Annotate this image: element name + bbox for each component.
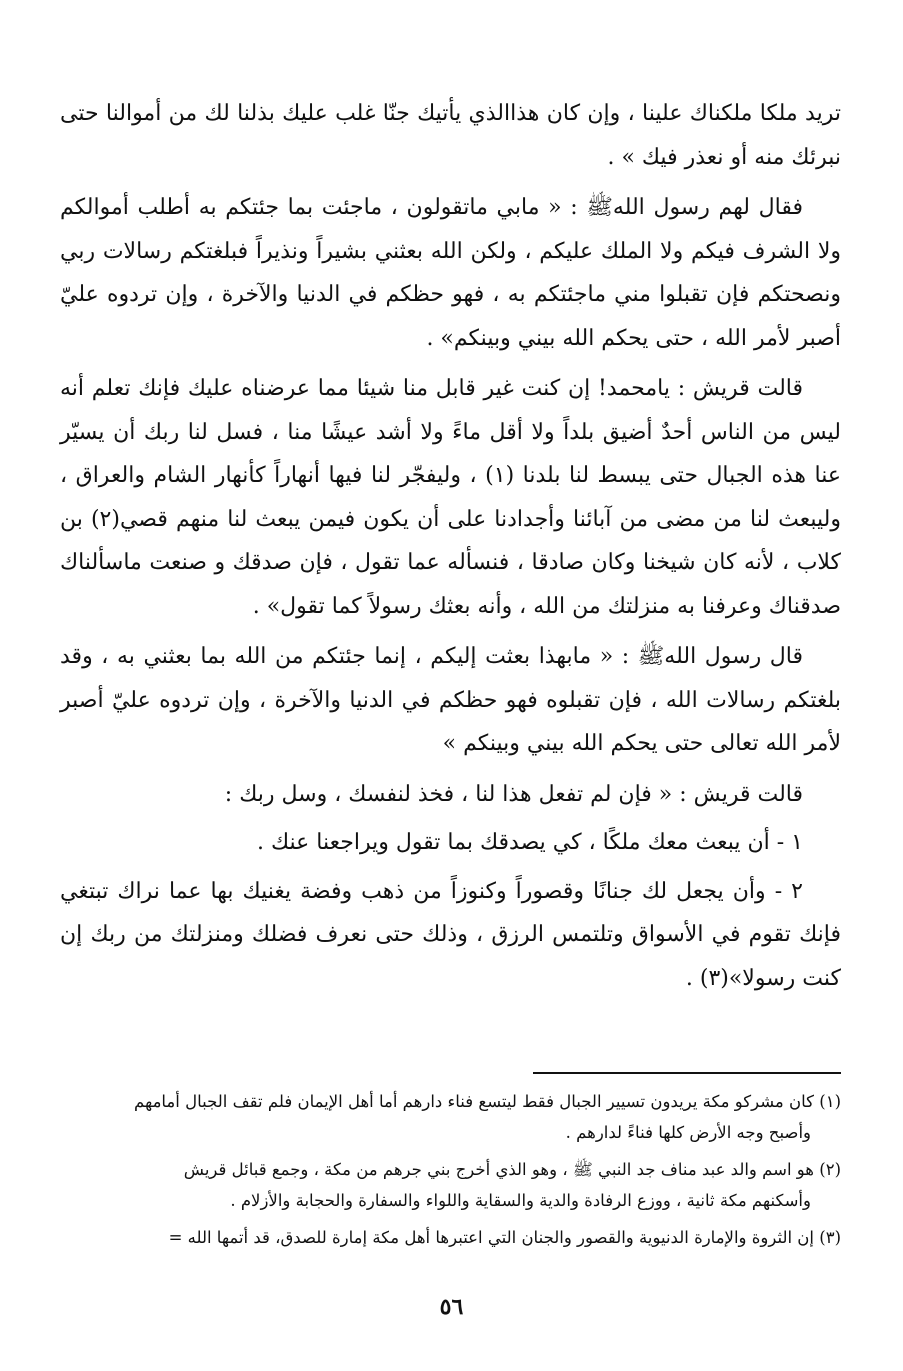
footnote <box>60 1222 841 1253</box>
footnote-continuation: وأصبح وجه الأرض كلها فناءً لدارهم . <box>565 1123 811 1142</box>
footnote <box>60 1086 841 1148</box>
footnote-text: (١) كان مشركو مكة يريدون تسيير الجبال فقط ليتسع فناء دارهم أما أهل الإيمان فلم تقف الجبال أمامهم <box>133 1092 841 1111</box>
paragraph: تريد ملكا ملكناك علينا ، وإن كان هذاالذي يأتيك جنّا غلب عليك بذلنا لك من أموالنا حتى نبرئك منه أو نعذر فيك » . <box>60 101 841 170</box>
footnote-text: (٣) إن الثروة والإمارة الدنيوية والقصور والجنان التي اعتبرها أهل مكة إمارة للصدق، قد أتمها الله = <box>168 1228 841 1247</box>
main-text <box>60 92 841 1007</box>
footnote <box>60 1154 841 1216</box>
paragraph: قال رسول اللهﷺ : « مابهذا بعثت إليكم ، إنما جئتكم من الله بما بعثني به ، وقد بلغتكم رسالات الله ، فإن تقبلوه فهو حظكم في الدنيا والآخرة ، وإن تردوه عليّ أصبر لأمر الله تعالى حتى يحكم الله بيني وبينكم » <box>60 644 841 756</box>
footnotes <box>60 1086 841 1259</box>
footnote-continuation: وأسكنهم مكة ثانية ، ووزع الرفادة والدية والسقاية واللواء والسفارة والحجابة والأزلام . <box>230 1191 811 1210</box>
paragraph: قالت قريش : « فإن لم تفعل هذا لنا ، فخذ لنفسك ، وسل ربك : <box>224 781 803 807</box>
page-number: ٥٦ <box>439 1294 464 1320</box>
footnote-text: (٢) هو اسم والد عبد مناف جد النبي ﷺ ، وهو الذي أخرج بني جرهم من مكة ، وجمع قبائل قريش <box>183 1160 841 1179</box>
list-item: ٢ - وأن يجعل لك جنانًا وقصوراً وكنوزاً من ذهب وفضة يغنيك بها عما نراك تبتغي فإنك تقوم في الأسواق وتلتمس الرزق ، وذلك حتى نعرف فضلك ومنزلتك من ربك إن كنت رسولا»(٣) . <box>60 878 841 991</box>
footnote-divider <box>533 1072 841 1074</box>
paragraph: فقال لهم رسول اللهﷺ : « مابي ماتقولون ، ماجئت بما جئتكم به أطلب أموالكم ولا الشرف فيكم ولا الملك عليكم ، ولكن الله بعثني بشيراً ونذيراً فبلغتكم رسالات ربي ونصحتكم فإن تقبلوا مني ماجئتكم به ، فهو حظكم في الدنيا والآخرة ، وإن تردوه عليّ أصبر لأمر الله ، حتى يحكم الله بيني وبينكم» . <box>60 195 841 351</box>
list-item: ١ - أن يبعث معك ملكًا ، كي يصدقك بما تقول ويراجعنا عنك . <box>257 830 803 855</box>
paragraph: قالت قريش : يامحمد! إن كنت غير قابل منا شيئا مما عرضناه عليك فإنك تعلم أنه ليس من الناس أحدٌ أضيق بلداً ولا أقل ماءً ولا أشد عيشًا منا ، فسل لنا ربك أن يسيّر عنا هذه الجبال حتى يبسط لنا بلدنا (١) ، وليفجّر لنا فيها أنهاراً كأنهار الشام والعراق ، وليبعث لنا من مضى من آبائنا وأجدادنا على أن يكون فيمن يبعث لنا منهم قصي(٢) بن كلاب ، لأنه كان شيخنا وكان صادقا ، فنسأله عما تقول ، فإن صدقك و صنعت ماسألناك صدقناك وعرفنا به منزلتك من الله ، وأنه بعثك رسولاً كما تقول» . <box>60 376 841 619</box>
